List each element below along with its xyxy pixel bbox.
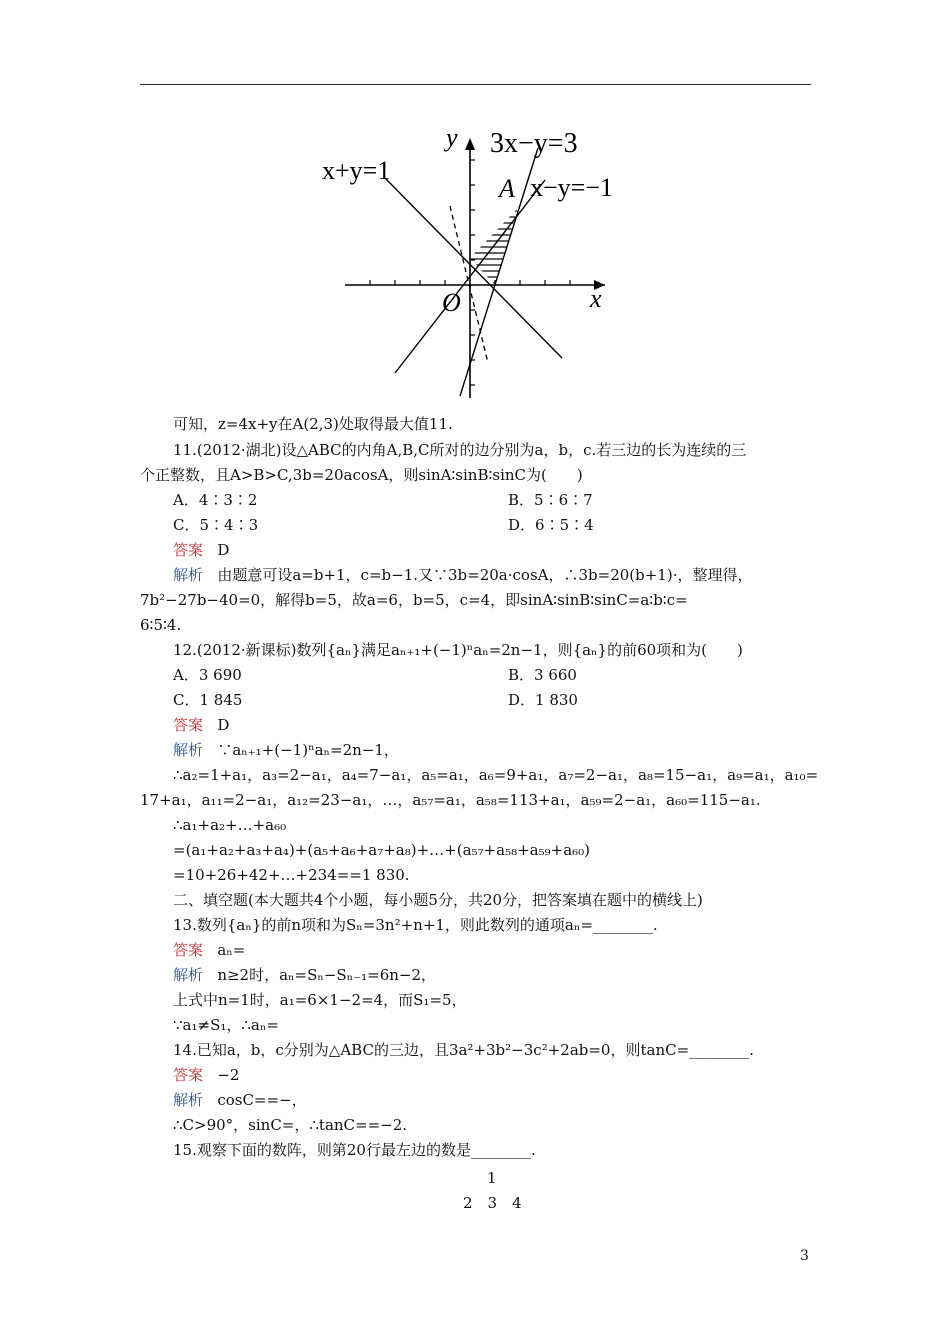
answer-label: 答案 — [173, 716, 204, 734]
analysis-text: cosC==−， — [217, 1091, 307, 1109]
analysis-label: 解析 — [173, 966, 204, 984]
text-line: =(a₁+a₂+a₃+a₄)+(a₅+a₆+a₇+a₈)+…+(a₅₇+a₅₈+a₅₉+a₆₀) — [173, 841, 591, 859]
text-line: =10+26+42+…+234==1 830. — [173, 866, 410, 884]
page-number: 3 — [800, 1248, 809, 1264]
number-array-row-1: 1 — [487, 1169, 497, 1187]
option-d: D．1 830 — [508, 691, 578, 709]
label-y-axis: y — [446, 123, 458, 152]
answer-label: 答案 — [173, 1066, 204, 1084]
label-point-a: A — [499, 174, 515, 203]
answer-label: 答案 — [173, 541, 204, 559]
analysis-row — [173, 740, 399, 760]
question-11: 11.(2012·湖北)设△ABC的内角A,B,C所对的边分别为a，b，c.若三边的长为连续的三 — [173, 441, 747, 459]
analysis-text: 由题意可设a=b+1，c=b−1.又∵3b=20a·cosA，∴3b=20(b+1)·，整理得， — [217, 566, 753, 584]
label-origin: O — [442, 288, 461, 317]
line-x-plus-y — [385, 178, 562, 358]
analysis-label: 解析 — [173, 741, 204, 759]
answer-row — [173, 715, 229, 735]
header-rule — [140, 84, 811, 85]
text-line: 个正整数，且A>B>C,3b=20acosA，则sinA∶sinB∶sinC为( ) — [140, 466, 583, 484]
analysis-row — [173, 1090, 307, 1110]
analysis-row — [173, 565, 752, 585]
analysis-label: 解析 — [173, 566, 204, 584]
label-x-minus-y: x−y=−1 — [530, 173, 613, 202]
answer-value: aₙ= — [217, 941, 246, 959]
text-line: ∵a₁≠S₁，∴aₙ= — [173, 1016, 279, 1034]
text-line: 7b²−27b−40=0，解得b=5，故a=6，b=5，c=4，即sinA∶sinB∶sinC=a∶b∶c= — [140, 591, 688, 609]
label-3x-minus-y: 3x−y=3 — [490, 128, 578, 159]
text-line: ∴a₂=1+a₁，a₃=2−a₁，a₄=7−a₁，a₅=a₁，a₆=9+a₁，a₇=2−a₁，a₈=15−a₁，a₉=a₁，a₁₀= — [173, 766, 819, 784]
text-line: 上式中n=1时，a₁=6×1−2=4，而S₁=5， — [173, 991, 467, 1009]
option-c: C．5∶4∶3 — [173, 516, 259, 534]
question-14: 14.已知a，b，c分别为△ABC的三边，且3a²+3b²−3c²+2ab=0，则tanC=________. — [173, 1041, 754, 1059]
label-x-axis: x — [590, 284, 602, 313]
y-axis-arrow — [465, 138, 475, 150]
text-line: ∴C>90°，sinC=，∴tanC==−2. — [173, 1116, 408, 1134]
analysis-label: 解析 — [173, 1091, 204, 1109]
text-line: 6∶5∶4. — [140, 616, 182, 634]
question-12: 12.(2012·新课标)数列{aₙ}满足aₙ₊₁+(−1)ⁿaₙ=2n−1，则{aₙ}的前60项和为( ) — [173, 641, 743, 659]
text-line: 可知，z=4x+y在A(2,3)处取得最大值11. — [173, 415, 453, 433]
answer-value: −2 — [217, 1066, 240, 1084]
answer-row — [173, 540, 229, 560]
question-13: 13.数列{aₙ}的前n项和为Sₙ=3n²+n+1，则此数列的通项aₙ=________. — [173, 916, 658, 934]
text-line: 17+a₁，a₁₁=2−a₁，a₁₂=23−a₁，…，a₅₇=a₁，a₅₈=113+a₁，a₅₉=2−a₁，a₆₀=115−a₁. — [140, 791, 761, 809]
number-array-row-2: 2 3 4 — [463, 1194, 522, 1212]
text-line: ∴a₁+a₂+…+a₆₀ — [173, 816, 287, 834]
option-d: D．6∶5∶4 — [508, 516, 594, 534]
answer-label: 答案 — [173, 941, 204, 959]
option-a: A．3 690 — [173, 666, 242, 684]
section-heading: 二、填空题(本大题共4个小题，每小题5分，共20分，把答案填在题中的横线上) — [173, 891, 703, 909]
option-c: C．1 845 — [173, 691, 243, 709]
answer-value: D — [217, 716, 230, 734]
option-a: A．4∶3∶2 — [173, 491, 258, 509]
analysis-text: n≥2时，aₙ=Sₙ−Sₙ₋₁=6n−2， — [217, 966, 437, 984]
label-x-plus-y: x+y=1 — [322, 156, 391, 185]
answer-row — [173, 940, 245, 960]
analysis-text: ∵aₙ₊₁+(−1)ⁿaₙ=2n−1， — [217, 741, 399, 759]
option-b: B．3 660 — [508, 666, 577, 684]
question-15: 15.观察下面的数阵，则第20行最左边的数是________. — [173, 1141, 536, 1159]
linear-programming-figure — [300, 118, 660, 408]
answer-row — [173, 1065, 239, 1085]
option-b: B．5∶6∶7 — [508, 491, 593, 509]
answer-value: D — [217, 541, 230, 559]
analysis-row — [173, 965, 436, 985]
